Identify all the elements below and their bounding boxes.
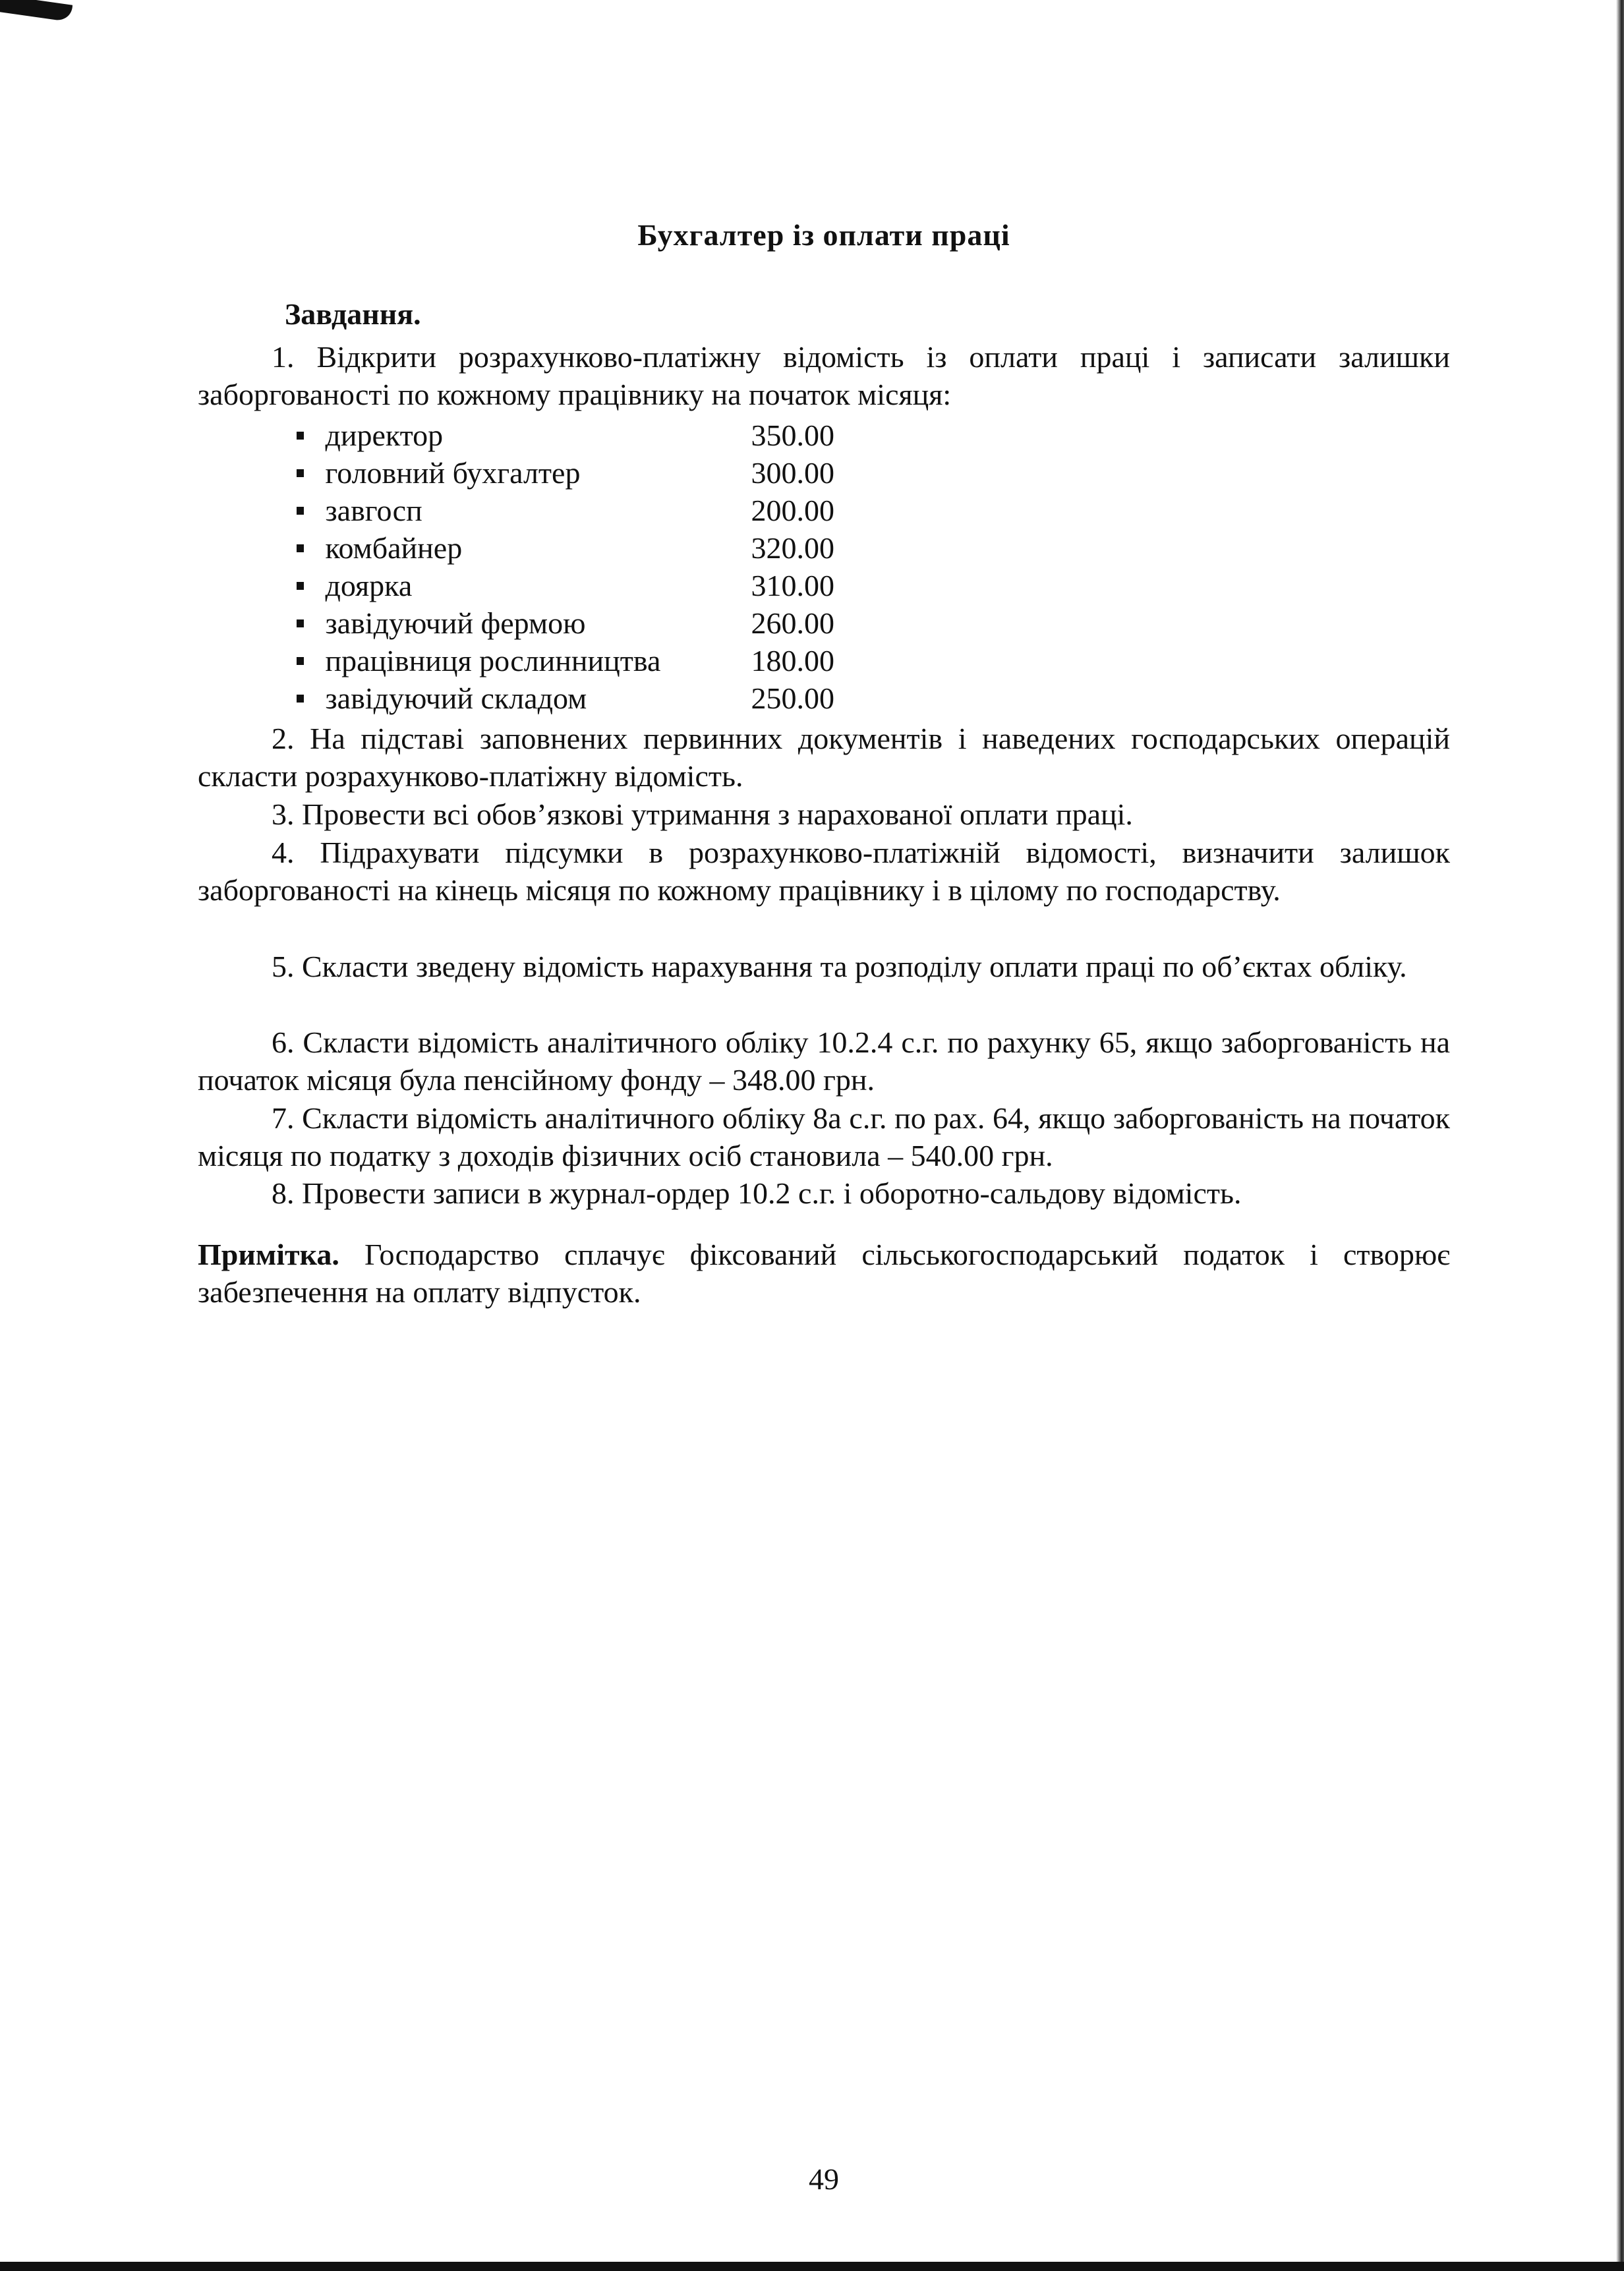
list-item (297, 529, 890, 567)
task-item-1 (198, 338, 1450, 413)
list-item (297, 492, 890, 529)
list-item (297, 642, 890, 679)
task-item-2 (198, 720, 1450, 795)
task-item-6 (198, 1023, 1450, 1099)
task-text: 6. Скласти відомість аналітичного обліку 10.2.4 с.г. по рахунку 65, якщо заборгованість на початок місяця була пенсійному фонду – 348.00 грн. (198, 1025, 1450, 1097)
list-item (297, 679, 890, 717)
scan-edge-right (1616, 0, 1624, 2271)
task-item-5 (198, 948, 1450, 985)
employee-label: завідуючий фермою (325, 606, 586, 640)
employee-label: головний бухгалтер (325, 456, 581, 490)
scan-artifact-top-left (0, 0, 72, 22)
task-item-4 (198, 834, 1450, 909)
bullet-icon (297, 469, 304, 477)
task-heading: Завдання. (285, 297, 421, 331)
task-text: 1. Відкрити розрахунково-платіжну відомість із оплати праці і записати залишки заборгованості по кожному працівнику на початок місяця: (198, 340, 1450, 411)
employee-label: завідуючий складом (325, 681, 587, 715)
bullet-icon (297, 582, 304, 590)
task-text: 7. Скласти відомість аналітичного обліку 8а с.г. по рах. 64, якщо заборгованість на початок місяця по податку з доходів фізичних осіб становила – 540.00 грн. (198, 1101, 1450, 1172)
employee-balance: 300.00 (751, 456, 834, 490)
page-number: 49 (809, 2162, 839, 2196)
employee-balance: 250.00 (751, 681, 834, 715)
employee-balance: 310.00 (751, 569, 834, 602)
list-item (297, 567, 890, 604)
task-text: 8. Провести записи в журнал-ордер 10.2 с.г. і оборотно-сальдову відомість. (272, 1176, 1242, 1210)
list-item (297, 417, 890, 454)
document-title: Бухгалтер із оплати праці (637, 218, 1010, 252)
bullet-icon (297, 657, 304, 665)
list-item (297, 604, 890, 642)
employee-balance: 350.00 (751, 418, 834, 452)
note-text: Господарство сплачує фіксований сільськогосподарський податок і створює забезпечення на оплату відпусток. (198, 1238, 1450, 1309)
list-item (297, 454, 890, 492)
employee-label: працівниця рослинництва (325, 644, 661, 677)
employee-balance-list (297, 417, 890, 717)
employee-balance: 200.00 (751, 494, 834, 527)
employee-label: директор (325, 418, 444, 452)
task-text: 4. Підрахувати підсумки в розрахунково-платіжній відомості, визначити залишок заборгованості на кінець місяця по кожному працівнику і в цілому по господарству. (198, 836, 1450, 907)
task-item-3 (198, 795, 1450, 833)
bullet-icon (297, 432, 304, 440)
task-text: 2. На підставі заповнених первинних документів і наведених господарських операцій скласти розрахунково-платіжну відомість. (198, 722, 1450, 793)
employee-balance: 320.00 (751, 531, 834, 565)
bullet-icon (297, 619, 304, 627)
task-item-8 (198, 1174, 1450, 1212)
employee-label: комбайнер (325, 531, 463, 565)
employee-label: доярка (325, 569, 413, 602)
scan-edge-bottom (0, 2262, 1624, 2271)
bullet-icon (297, 507, 304, 515)
task-item-7 (198, 1099, 1450, 1174)
task-text: 3. Провести всі обов’язкові утримання з нарахованої оплати праці. (272, 797, 1133, 831)
bullet-icon (297, 544, 304, 552)
employee-label: завгосп (325, 494, 422, 527)
task-text: 5. Скласти зведену відомість нарахування та розподілу оплати праці по об’єктах обліку. (272, 950, 1407, 983)
employee-balance: 260.00 (751, 606, 834, 640)
note-paragraph (198, 1236, 1450, 1311)
bullet-icon (297, 695, 304, 703)
note-label: Примітка. (198, 1238, 339, 1271)
employee-balance: 180.00 (751, 644, 834, 677)
